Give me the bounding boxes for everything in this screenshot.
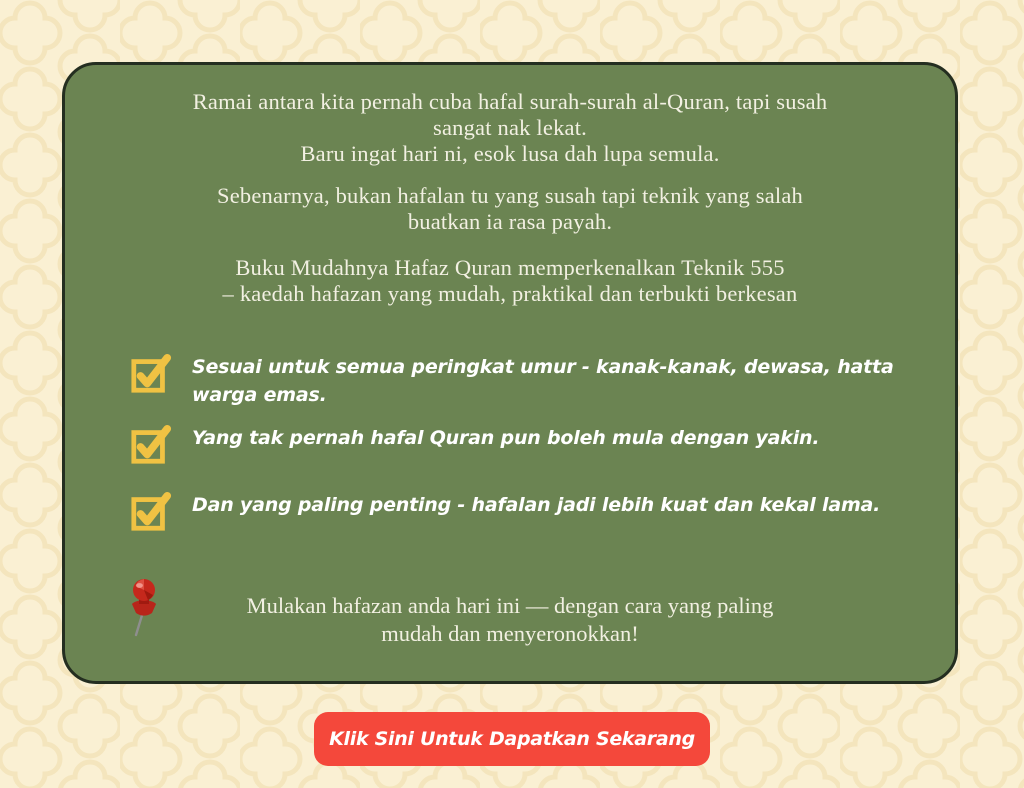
checklist-item-text bbox=[192, 490, 880, 519]
text-line: – kaedah hafazan yang mudah, praktikal dan terbukti berkesan bbox=[222, 281, 798, 306]
checkbox-check-icon bbox=[130, 490, 172, 534]
text-line: warga emas. bbox=[192, 384, 327, 406]
text-line: Mulakan hafazan anda hari ini — dengan cara yang paling bbox=[246, 593, 774, 618]
checklist-item-text bbox=[192, 423, 819, 452]
content-card bbox=[62, 62, 958, 684]
closing-block bbox=[65, 578, 955, 648]
text-line: Buku Mudahnya Hafaz Quran memperkenalkan Teknik 555 bbox=[235, 255, 785, 280]
text-line: Yang tak pernah hafal Quran pun boleh mula dengan yakin. bbox=[192, 427, 820, 449]
text-line: Ramai antara kita pernah cuba hafal surah-surah al-Quran, tapi susah bbox=[192, 89, 828, 114]
text-line: Dan yang paling penting - hafalan jadi lebih kuat dan kekal lama. bbox=[192, 494, 881, 516]
text-line: mudah dan menyeronokkan! bbox=[381, 621, 639, 646]
intro-copy bbox=[65, 89, 955, 307]
text-line: buatkan ia rasa payah. bbox=[407, 209, 613, 234]
intro-paragraph-1 bbox=[65, 89, 955, 167]
text-line: Baru ingat hari ni, esok lusa dah lupa semula. bbox=[300, 141, 720, 166]
intro-paragraph-3 bbox=[65, 255, 955, 307]
text-line: Sebenarnya, bukan hafalan tu yang susah tapi teknik yang salah bbox=[217, 183, 803, 208]
checklist-item bbox=[130, 423, 919, 467]
closing-text bbox=[65, 592, 955, 648]
cta-button[interactable]: Klik Sini Untuk Dapatkan Sekarang bbox=[314, 712, 710, 766]
checklist-item bbox=[130, 352, 919, 409]
checklist-item bbox=[130, 490, 919, 534]
checkbox-check-icon bbox=[130, 352, 172, 396]
pushpin-icon bbox=[123, 578, 169, 640]
text-line: sangat nak lekat. bbox=[433, 115, 587, 140]
intro-paragraph-2 bbox=[65, 183, 955, 235]
checkbox-check-icon bbox=[130, 423, 172, 467]
checklist-item-text bbox=[192, 352, 894, 409]
text-line: Sesuai untuk semua peringkat umur - kanak-kanak, dewasa, hatta bbox=[192, 356, 894, 378]
